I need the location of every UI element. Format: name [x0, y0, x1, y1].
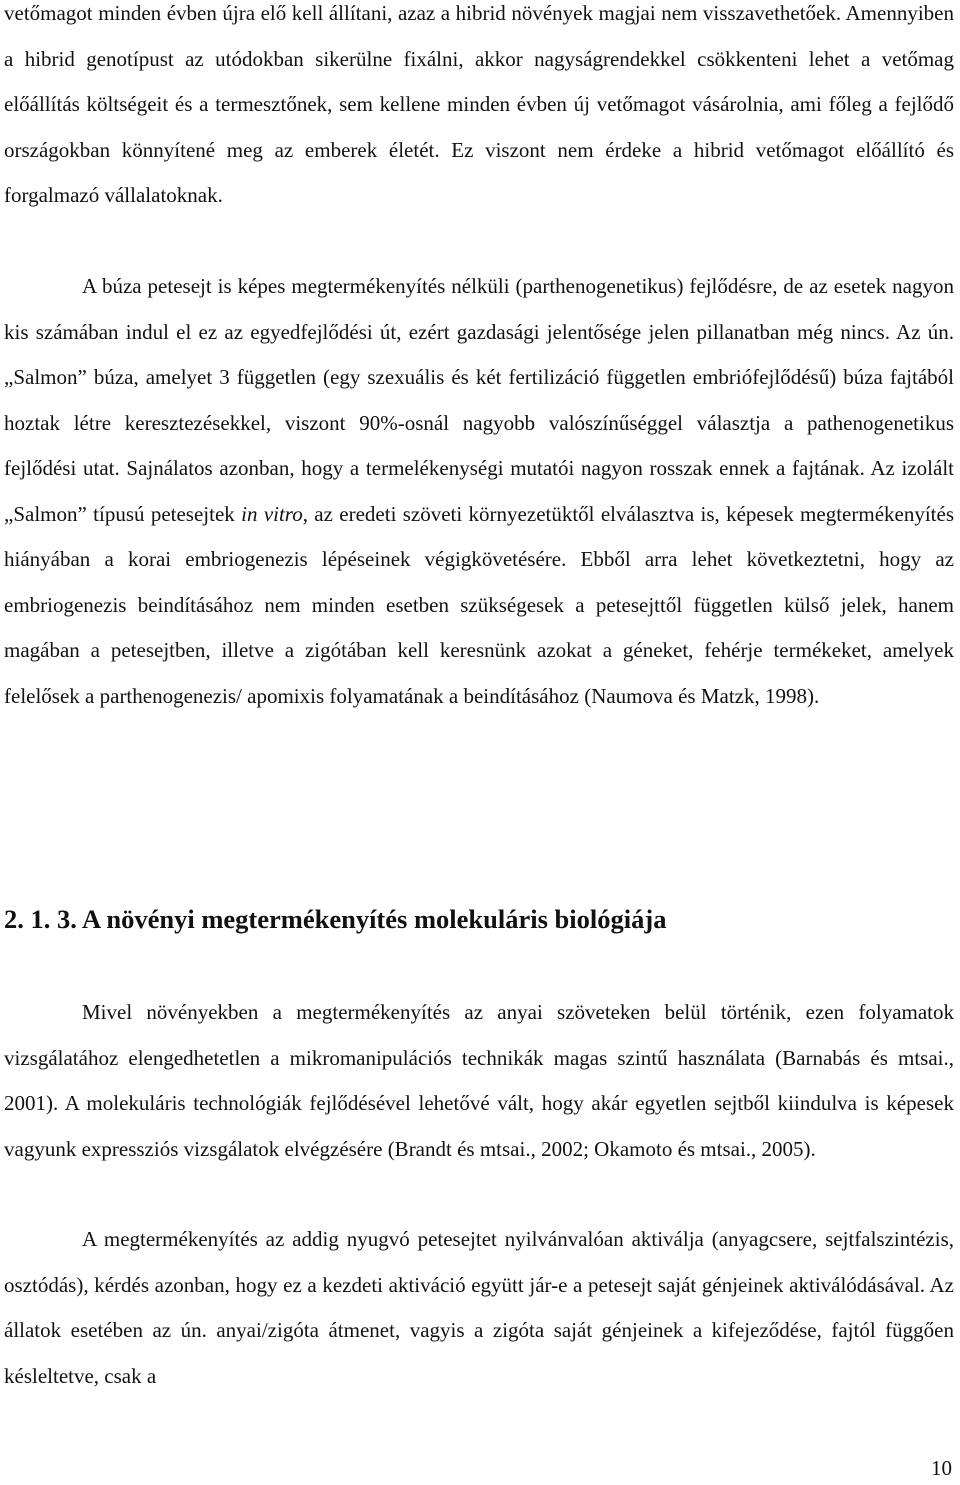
paragraph-fertilization-activation: A megtermékenyítés az addig nyugvó petesejtet nyilvánvalóan aktiválja (anyagcsere, sejtfalszintézis, osztódás), kérdés azonban, hogy ez a kezdeti aktiváció együtt jár-e a petesejt saját génjeinek aktiválódásával. Az állatok esetében az ún. anyai/zigóta átmenet, vagyis a zigóta saját génjeinek a kifejeződése, fajtól függően késleltetve, csak a [4, 1227, 954, 1388]
paragraph-micromanipulation: Mivel növényekben a megtermékenyítés az anyai szöveteken belül történik, ezen folyamatok vizsgálatához elengedhetetlen a mikromanipulációs technikák magas szintű használata (Barnabás és mtsai., 2001). A molekuláris technológiák fejlődésével lehetővé vált, hogy akár egyetlen sejtből kiindulva is képesek vagyunk expressziós vizsgálatok elvégzésére (Brandt és mtsai., 2002; Okamoto és mtsai., 2005). [4, 1000, 954, 1161]
italic-term: in vitro [241, 501, 303, 526]
section-heading: 2. 1. 3. A növényi megtermékenyítés molekuláris biológiája [4, 904, 667, 934]
paragraph-wheat-parthenogenesis [4, 264, 954, 719]
paragraph-text: , az eredeti szöveti környezetüktől elválasztva is, képesek megtermékenyítés hiányában a korai embriogenezis lépéseinek végigkövetésére. Ebből arra lehet következtetni, hogy az embriogenezis beindításához nem minden esetben szükségesek a petesejttől független külső jelek, hanem magában a petesejtben, illetve a zigótában kell keresnünk azokat a géneket, fehérje termékeket, amelyek felelősek a parthenogenezis/ apomixis folyamatának a beindításához (Naumova és Matzk, 1998). [4, 501, 954, 708]
paragraph-text: A búza petesejt is képes megtermékenyítés nélküli (parthenogenetikus) fejlődésre, de az esetek nagyon kis számában indul el ez az egyedfejlődési út, ezért gazdasági jelentősége jelen pillanatban még nincs. Az ún. „Salmon” búza, amelyet 3 független (egy szexuális és két fertilizáció független embriófejlődésű) búza fajtából hoztak létre keresztezésekkel, viszont 90%-osnál nagyobb valószínűséggel választja a pathenogenetikus fejlődési utat. Sajnálatos azonban, hogy a termelékenységi mutatói nagyon rosszak ennek a fajtának. Az izolált „Salmon” típusú petesejtek [4, 274, 954, 526]
page-number: 10 [931, 1456, 952, 1480]
paragraph-hybrid-seed: vetőmagot minden évben újra elő kell állítani, azaz a hibrid növények magjai nem visszavethetőek. Amennyiben a hibrid genotípust az utódokban sikerülne fixálni, akkor nagyságrendekkel csökkenteni lehet a vetőmag előállítás költségeit és a termesztőnek, sem kellene minden évben új vetőmagot vásárolnia, ami főleg a fejlődő országokban könnyítené meg az emberek életét. Ez viszont nem érdeke a hibrid vetőmagot előállító és forgalmazó vállalatoknak. [4, 1, 954, 207]
